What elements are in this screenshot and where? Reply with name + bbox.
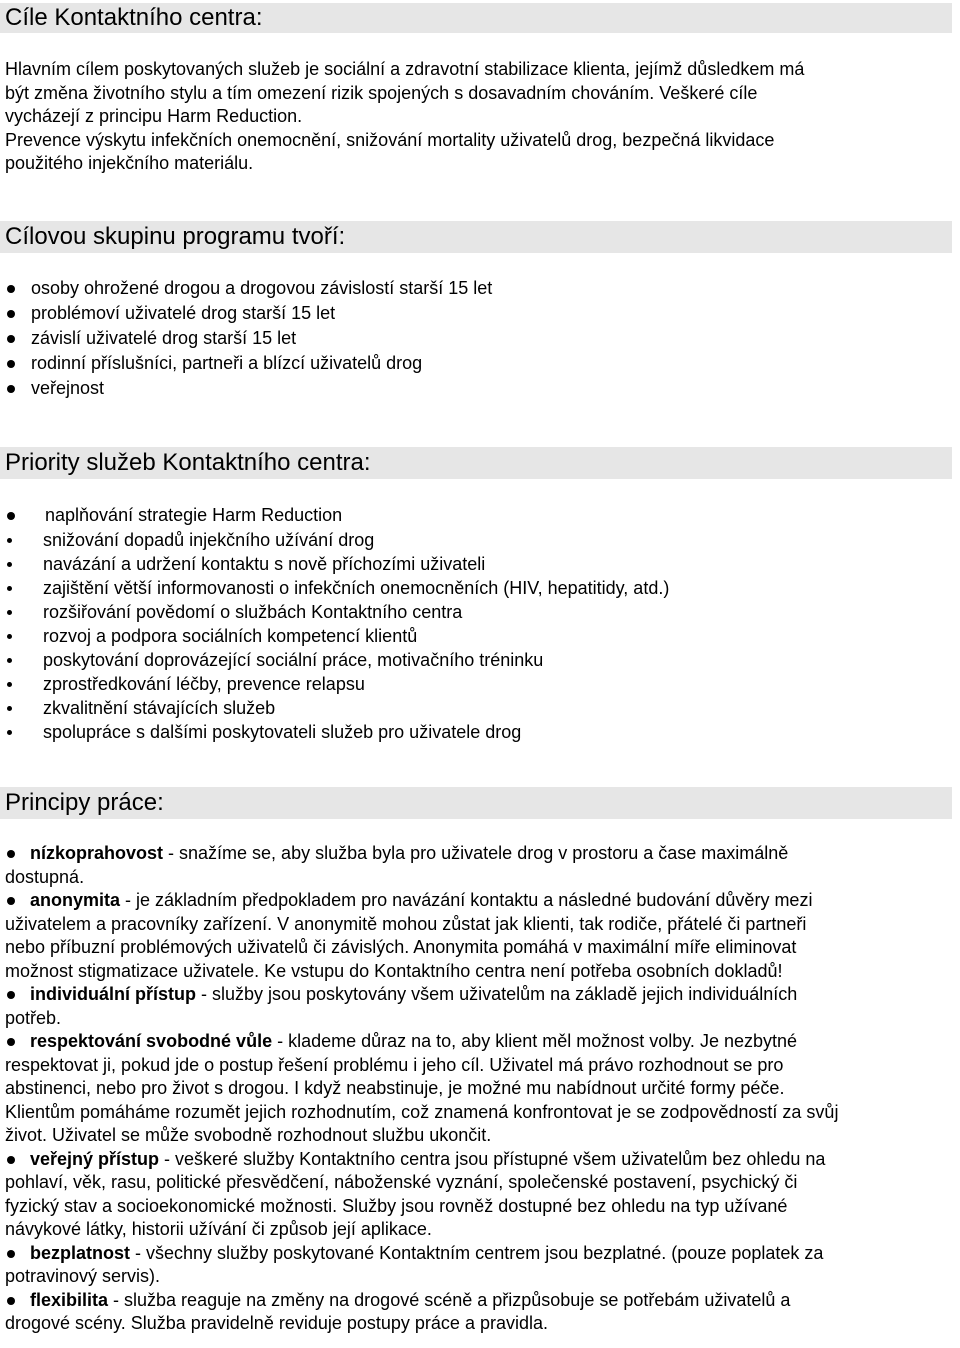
bullet-icon <box>7 538 12 543</box>
principle-term: flexibilita <box>30 1289 109 1310</box>
list-item: snižování dopadů injekčního užívání drog <box>0 528 960 552</box>
list-item: rodinní příslušníci, partneři a blízcí uživatelů drog <box>0 351 960 376</box>
bullet-icon <box>7 512 15 520</box>
bullet-icon <box>7 586 12 591</box>
list-item: osoby ohrožené drogou a drogovou závislostí starší 15 let <box>0 276 960 301</box>
principle-item: flexibilita - služba reaguje na změny na drogové scéně a přizpůsobuje se potřebám uživatelů a drogové scény. Služba pravidelně reviduje postupy práce a pravidla. <box>5 1289 791 1333</box>
list-item: naplňování strategie Harm Reduction <box>0 503 960 528</box>
bullet-icon <box>7 1156 15 1164</box>
heading-target-group: Cílovou skupinu programu tvoří: <box>0 221 952 253</box>
priorities-list <box>0 503 960 744</box>
goals-line: vycházejí z principu Harm Reduction. <box>5 106 303 126</box>
bullet-icon <box>7 335 15 343</box>
list-item: problémoví uživatelé drog starší 15 let <box>0 301 960 326</box>
list-item: rozšiřování povědomí o službách Kontaktního centra <box>0 600 960 624</box>
principle-term: respektování svobodné vůle <box>30 1031 273 1051</box>
bullet-icon <box>7 610 12 615</box>
bullet-icon <box>7 1038 15 1046</box>
principle-item: bezplatnost - všechny služby poskytované Kontaktním centrem jsou bezplatné. (pouze poplatek za potravinový servis). <box>5 1242 824 1286</box>
list-item: zkvalitnění stávajících služeb <box>0 696 960 720</box>
list-item: navázání a udržení kontaktu s nově příchozími uživateli <box>0 552 960 576</box>
bullet-icon <box>7 850 15 858</box>
bullet-icon <box>7 730 12 735</box>
principle-item: anonymita - je základním předpokladem pro navázání kontaktu a následné budování důvěry mezi uživatelem a pracovníky zařízení. V anonymitě mohou zůstat jak klienti, tak rodiče, přátelé či partneři nebo příbuzní problémových uživatelů či závislých. Anonymita pomáhá v maximální míře eliminovat možnost stigmatizace uživatele. Ke vstupu do Kontaktního centra není potřeba osobních dokladů! <box>5 890 813 981</box>
goals-line: Hlavním cílem poskytovaných služeb je sociální a zdravotní stabilizace klienta, jejímž důsledkem má <box>5 59 805 79</box>
bullet-icon <box>7 682 12 687</box>
principle-item: nízkoprahovost - snažíme se, aby služba byla pro uživatele drog v prostoru a čase maximálně dostupná. <box>5 843 789 887</box>
bullet-icon <box>7 658 12 663</box>
goals-line: Prevence výskytu infekčních onemocnění, snižování mortality uživatelů drog, bezpečná likvidace <box>5 129 775 150</box>
bullet-icon <box>7 991 15 999</box>
list-item: rozvoj a podpora sociálních kompetencí klientů <box>0 624 960 648</box>
principles-list <box>0 842 960 1336</box>
principle-term: individuální přístup <box>30 984 196 1004</box>
bullet-icon <box>7 385 15 393</box>
principle-item: individuální přístup - služby jsou poskytovány všem uživatelům na základě jejich individuálních potřeb. <box>5 984 798 1028</box>
list-item: zajištění větší informovanosti o infekčních onemocněních (HIV, hepatitidy, atd.) <box>0 576 960 600</box>
bullet-icon <box>7 310 15 318</box>
list-item: spolupráce s dalšími poskytovateli služeb pro uživatele drog <box>0 720 960 744</box>
bullet-icon <box>7 1297 15 1305</box>
bullet-icon <box>7 897 15 905</box>
list-item: závislí uživatelé drog starší 15 let <box>0 326 960 351</box>
target-group-list <box>0 276 960 401</box>
goals-line: použitého injekčního materiálu. <box>5 153 254 173</box>
bullet-icon <box>7 285 15 293</box>
principle-term: veřejný přístup <box>30 1148 160 1169</box>
principle-term: bezplatnost <box>30 1242 131 1263</box>
bullet-icon <box>7 360 15 368</box>
list-item: poskytování doprovázející sociální práce, motivačního tréninku <box>0 648 960 672</box>
principle-term: nízkoprahovost <box>30 843 164 863</box>
list-item: veřejnost <box>0 376 960 401</box>
heading-principles: Principy práce: <box>0 787 952 819</box>
list-item: zprostředkování léčby, prevence relapsu <box>0 672 960 696</box>
bullet-icon <box>7 562 12 567</box>
principle-item: veřejný přístup - veškeré služby Kontaktního centra jsou přístupné všem uživatelům bez ohledu na pohlaví, věk, rasu, politické přesvědčení, náboženské vyznání, společenské postavení, psychický či fyzický stav a socioekonomické možnosti. Služby jsou rovněž dostupné bez ohledu na typ užívané návykové látky, historii užívání či způsob její aplikace. <box>5 1148 826 1239</box>
principle-item: respektování svobodné vůle - klademe důraz na to, aby klient měl možnost volby. Je nezbytné respektovat ji, pokud jde o postup řešení problému i jeho cíl. Uživatel má právo rozhodnout se pro abstinenci, nebo pro život s drogou. I když neabstinuje, je možné mu nabídnout určité formy péče. Klientům pomáháme rozumět jejich rozhodnutím, což znamená konfrontovat je se zodpovědností za svůj život. Uživatel se může svobodně rozhodnout službu ukončit. <box>5 1031 839 1145</box>
bullet-icon <box>7 634 12 639</box>
goals-paragraph <box>5 58 932 176</box>
principle-term: anonymita <box>30 890 121 910</box>
heading-goals: Cíle Kontaktního centra: <box>0 3 952 33</box>
bullet-icon <box>7 1250 15 1258</box>
goals-line: být změna životního stylu a tím omezení rizik spojených s dosavadním chováním. Veškeré cíle <box>5 82 758 103</box>
bullet-icon <box>7 706 12 711</box>
heading-priorities: Priority služeb Kontaktního centra: <box>0 447 952 479</box>
